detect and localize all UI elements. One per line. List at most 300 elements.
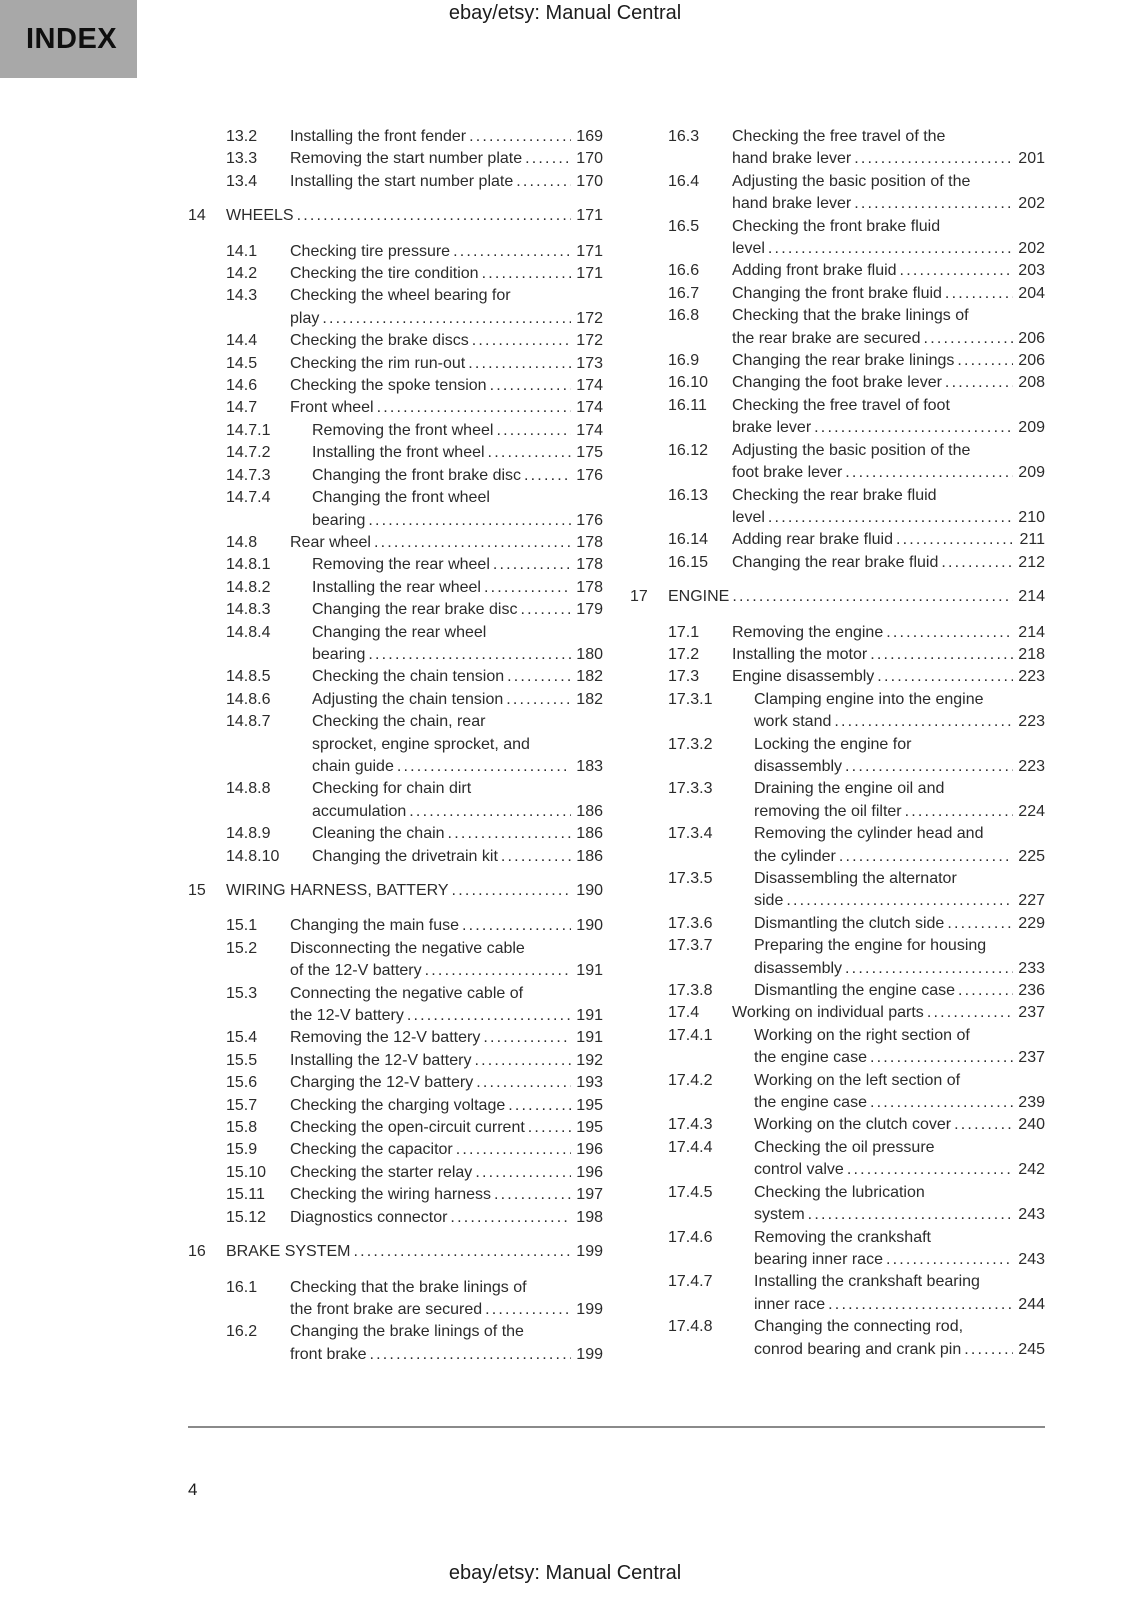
toc-entry-row bbox=[630, 305, 1045, 350]
toc-entry-page: 186 bbox=[576, 825, 603, 843]
toc-entry-title-line: Clamping engine into the engine bbox=[754, 690, 984, 708]
toc-entry-last-line bbox=[312, 510, 603, 532]
toc-entry-last-line bbox=[754, 756, 1045, 778]
toc-entry-page: 204 bbox=[1018, 284, 1045, 302]
toc-entry-title-line: Checking that the brake linings of bbox=[290, 1278, 527, 1296]
toc-entry-page: 172 bbox=[576, 309, 603, 327]
toc-entry-title-line: Changing the rear wheel bbox=[312, 623, 487, 641]
toc-entry-row bbox=[188, 171, 603, 193]
toc-entry-page: 178 bbox=[576, 556, 603, 574]
toc-leader-dots bbox=[476, 1072, 571, 1094]
toc-entry-page: 190 bbox=[576, 917, 603, 935]
toc-entry-page: 178 bbox=[576, 578, 603, 596]
toc-entry-number: 15.4 bbox=[226, 1029, 258, 1047]
toc-entry-body bbox=[290, 1184, 603, 1206]
toc-entry-body bbox=[754, 1137, 1045, 1182]
toc-entry-body bbox=[290, 330, 603, 352]
toc-entry-last-line bbox=[754, 1114, 1045, 1136]
toc-entry-last-line bbox=[732, 644, 1045, 666]
toc-entry-title-line: Changing the front brake fluid bbox=[732, 284, 942, 302]
toc-entry-row bbox=[630, 823, 1045, 868]
toc-leader-dots bbox=[958, 980, 1013, 1002]
toc-entry-body bbox=[312, 487, 603, 532]
toc-entry-page: 225 bbox=[1018, 847, 1045, 865]
toc-entry-row bbox=[630, 778, 1045, 823]
toc-entry-row bbox=[630, 350, 1045, 372]
toc-entry-number: 14.5 bbox=[226, 354, 258, 372]
toc-entry-title-line: Disassembling the alternator bbox=[754, 870, 957, 887]
toc-entry-last-line bbox=[732, 552, 1045, 574]
toc-entry-body bbox=[290, 1117, 603, 1139]
toc-entry-page: 218 bbox=[1018, 645, 1045, 663]
toc-entry-number: 16.9 bbox=[668, 352, 700, 370]
toc-entry-number: 17.3.2 bbox=[668, 735, 713, 753]
toc-entry-number: 16.6 bbox=[668, 262, 700, 280]
toc-entry-number: 16.14 bbox=[668, 531, 709, 549]
toc-entry-row bbox=[630, 689, 1045, 734]
toc-entry-row bbox=[188, 554, 603, 576]
toc-entry-body bbox=[312, 554, 603, 576]
toc-entry-last-line bbox=[290, 375, 603, 397]
toc-entry-last-line bbox=[290, 1117, 603, 1139]
toc-leader-dots bbox=[768, 238, 1013, 260]
toc-entry-title-line: side bbox=[754, 892, 784, 910]
toc-entry-title-line: Adding rear brake fluid bbox=[732, 531, 893, 549]
toc-entry-row bbox=[188, 778, 603, 823]
toc-entry-body bbox=[290, 983, 603, 1028]
toc-entry-page: 191 bbox=[576, 1029, 603, 1047]
toc-entry-page: 198 bbox=[576, 1208, 603, 1226]
toc-entry-page: 191 bbox=[576, 1007, 603, 1025]
toc-leader-dots bbox=[905, 801, 1014, 823]
toc-leader-dots bbox=[496, 420, 571, 442]
toc-entry-number: 17.4.6 bbox=[668, 1228, 713, 1246]
toc-entry-row bbox=[188, 599, 603, 621]
toc-leader-dots bbox=[870, 644, 1013, 666]
toc-entry-title-line: front brake bbox=[290, 1345, 367, 1363]
toc-entry-body bbox=[312, 778, 603, 823]
toc-entry-page: 174 bbox=[576, 377, 603, 395]
toc-entry-number: 17.3.6 bbox=[668, 914, 713, 932]
toc-leader-dots bbox=[468, 353, 571, 375]
toc-entry-number: 14.7.1 bbox=[226, 421, 271, 439]
toc-entry-body bbox=[226, 205, 603, 227]
toc-entry-last-line bbox=[732, 1002, 1045, 1024]
toc-entry-row bbox=[630, 485, 1045, 530]
toc-entry-row bbox=[630, 283, 1045, 305]
toc-entry-page: 176 bbox=[576, 511, 603, 529]
toc-entry-title-line: Installing the start number plate bbox=[290, 172, 514, 190]
toc-entry-title-line: Installing the front fender bbox=[290, 128, 467, 145]
toc-entry-row bbox=[630, 1316, 1045, 1361]
toc-leader-dots bbox=[941, 552, 1013, 574]
toc-entry-page: 223 bbox=[1018, 713, 1045, 731]
toc-entry-body bbox=[754, 1182, 1045, 1227]
toc-leader-dots bbox=[847, 1159, 1013, 1181]
toc-leader-dots bbox=[896, 529, 1015, 551]
toc-leader-dots bbox=[425, 960, 572, 982]
toc-leader-dots bbox=[409, 801, 571, 823]
toc-entry-body bbox=[754, 734, 1045, 779]
toc-entry-row bbox=[630, 622, 1045, 644]
toc-entry-last-line bbox=[754, 801, 1045, 823]
toc-entry-last-line bbox=[290, 1005, 603, 1027]
toc-entry-row bbox=[630, 644, 1045, 666]
toc-entry-page: 178 bbox=[576, 533, 603, 551]
toc-entry-last-line bbox=[754, 1047, 1045, 1069]
toc-leader-dots bbox=[947, 913, 1013, 935]
toc-entry-last-line bbox=[226, 205, 603, 227]
toc-entry-page: 201 bbox=[1018, 150, 1045, 168]
toc-entry-last-line bbox=[312, 823, 603, 845]
toc-leader-dots bbox=[485, 1299, 571, 1321]
toc-entry-page: 214 bbox=[1018, 588, 1045, 606]
toc-entry-number: 14.8.1 bbox=[226, 556, 271, 574]
index-tab-box bbox=[0, 0, 137, 78]
toc-entry-last-line bbox=[312, 554, 603, 576]
toc-entry-page: 195 bbox=[576, 1119, 603, 1137]
toc-entry-last-line bbox=[732, 328, 1045, 350]
toc-entry-title-line: Checking the chain tension bbox=[312, 668, 505, 686]
toc-entry-title-line: Checking the chain, rear bbox=[312, 713, 486, 731]
toc-entry-page: 192 bbox=[576, 1051, 603, 1069]
toc-entry-row bbox=[630, 216, 1045, 261]
toc-entry-title-line: WHEELS bbox=[226, 207, 294, 225]
toc-leader-dots bbox=[453, 241, 571, 263]
toc-leader-dots bbox=[945, 372, 1013, 394]
toc-entry-last-line bbox=[732, 350, 1045, 372]
toc-entry-page: 243 bbox=[1018, 1206, 1045, 1224]
toc-entry-last-line bbox=[290, 241, 603, 263]
toc-entry-number: 16.12 bbox=[668, 441, 709, 459]
toc-entry-number: 17.4.2 bbox=[668, 1071, 713, 1089]
toc-entry-row bbox=[630, 868, 1045, 913]
toc-entry-title-line: Checking that the brake linings of bbox=[732, 307, 969, 325]
toc-entry-title-line: Working on individual parts bbox=[732, 1004, 924, 1022]
toc-entry-page: 239 bbox=[1018, 1094, 1045, 1112]
toc-entry-row bbox=[188, 577, 603, 599]
toc-entry-body bbox=[312, 577, 603, 599]
toc-entry-row bbox=[630, 734, 1045, 779]
toc-entry-last-line bbox=[754, 1294, 1045, 1316]
toc-entry-body bbox=[290, 1277, 603, 1322]
toc-entry-body bbox=[312, 689, 603, 711]
toc-entry-last-line bbox=[732, 529, 1045, 551]
toc-entry-page: 182 bbox=[576, 668, 603, 686]
toc-leader-dots bbox=[297, 205, 572, 227]
toc-entry-last-line bbox=[732, 260, 1045, 282]
toc-entry-page: 183 bbox=[576, 757, 603, 775]
toc-entry-title-line: Removing the rear wheel bbox=[312, 556, 490, 574]
toc-entry-title-line: chain guide bbox=[312, 757, 394, 775]
toc-entry-number: 17.3.4 bbox=[668, 825, 713, 843]
toc-entry-title-line: the engine case bbox=[754, 1049, 867, 1067]
toc-entry-title-line: Removing the crankshaft bbox=[754, 1228, 931, 1246]
toc-leader-dots bbox=[368, 644, 571, 666]
toc-entry-title-line: Working on the left section of bbox=[754, 1071, 961, 1089]
toc-entry-title-line: of the 12-V battery bbox=[290, 962, 422, 980]
toc-leader-dots bbox=[786, 890, 1013, 912]
toc-entry-last-line bbox=[312, 420, 603, 442]
toc-entry-title-line: Checking the front brake fluid bbox=[732, 217, 941, 235]
toc-entry-last-line bbox=[290, 397, 603, 419]
toc-entry-page: 227 bbox=[1018, 892, 1045, 910]
toc-section-row bbox=[188, 880, 603, 902]
toc-entry-last-line bbox=[290, 1299, 603, 1321]
toc-entry-last-line bbox=[732, 372, 1045, 394]
toc-entry-title-line: Adding front brake fluid bbox=[732, 262, 897, 280]
toc-leader-dots bbox=[924, 328, 1014, 350]
toc-entry-page: 182 bbox=[576, 690, 603, 708]
toc-leader-dots bbox=[828, 1294, 1013, 1316]
toc-entry-title-line: Dismantling the clutch side bbox=[754, 914, 945, 932]
toc-entry-title-line: Adjusting the basic position of the bbox=[732, 441, 971, 459]
toc-leader-dots bbox=[397, 756, 571, 778]
toc-entry-number: 16.8 bbox=[668, 307, 700, 325]
toc-entry-body bbox=[732, 283, 1045, 305]
toc-entry-last-line bbox=[668, 586, 1045, 608]
toc-entry-row bbox=[188, 1321, 603, 1366]
toc-entry-body bbox=[290, 1027, 603, 1049]
toc-entry-row bbox=[630, 260, 1045, 282]
toc-entry-last-line bbox=[754, 1092, 1045, 1114]
toc-entry-body bbox=[312, 823, 603, 845]
toc-entry-title-line: Checking for chain dirt bbox=[312, 780, 472, 798]
toc-leader-dots bbox=[508, 1095, 571, 1117]
toc-entry-last-line bbox=[754, 1249, 1045, 1271]
toc-entry-page: 223 bbox=[1018, 757, 1045, 775]
toc-entry-page: 208 bbox=[1018, 374, 1045, 392]
toc-entry-page: 212 bbox=[1018, 553, 1045, 571]
toc-entry-last-line bbox=[290, 532, 603, 554]
footer-divider bbox=[188, 1426, 1045, 1428]
toc-entry-body bbox=[754, 1025, 1045, 1070]
toc-entry-body bbox=[732, 485, 1045, 530]
toc-entry-body bbox=[290, 532, 603, 554]
toc-entry-last-line bbox=[226, 1241, 603, 1263]
toc-leader-dots bbox=[945, 283, 1013, 305]
toc-leader-dots bbox=[469, 126, 571, 148]
toc-entry-last-line bbox=[290, 171, 603, 193]
toc-leader-dots bbox=[886, 1249, 1013, 1271]
toc-entry-row bbox=[630, 372, 1045, 394]
toc-entry-number: 15.8 bbox=[226, 1119, 258, 1137]
toc-entry-title-line: the engine case bbox=[754, 1094, 867, 1112]
toc-entry-title-line: bearing bbox=[312, 511, 366, 529]
toc-entry-row bbox=[630, 126, 1045, 171]
toc-entry-last-line bbox=[732, 283, 1045, 305]
toc-entry-body bbox=[754, 1114, 1045, 1136]
toc-entry-number: 16.2 bbox=[226, 1323, 258, 1341]
toc-entry-row bbox=[188, 397, 603, 419]
toc-entry-number: 17.3.3 bbox=[668, 780, 713, 798]
toc-entry-title-line: Locking the engine for bbox=[754, 735, 912, 753]
toc-entry-row bbox=[188, 1050, 603, 1072]
toc-entry-body bbox=[290, 263, 603, 285]
toc-leader-dots bbox=[483, 1027, 571, 1049]
toc-entry-last-line bbox=[312, 577, 603, 599]
toc-entry-page: 170 bbox=[576, 172, 603, 190]
toc-entry-number: 16.13 bbox=[668, 486, 709, 504]
toc-entry-body bbox=[290, 171, 603, 193]
toc-entry-body bbox=[226, 880, 603, 902]
toc-entry-number: 14.8.6 bbox=[226, 690, 271, 708]
toc-entry-body bbox=[732, 350, 1045, 372]
toc-entry-last-line bbox=[312, 666, 603, 688]
toc-entry-title-line: Checking the free travel of foot bbox=[732, 396, 950, 414]
toc-entry-row bbox=[630, 1025, 1045, 1070]
toc-entry-title-line: level bbox=[732, 508, 765, 526]
toc-entry-page: 171 bbox=[576, 207, 603, 225]
toc-entry-row bbox=[630, 666, 1045, 688]
toc-entry-title-line: the front brake are secured bbox=[290, 1300, 483, 1318]
toc-leader-dots bbox=[964, 1339, 1013, 1361]
toc-entry-title-line: Working on the clutch cover bbox=[754, 1116, 952, 1134]
toc-entry-number: 15.12 bbox=[226, 1208, 267, 1226]
toc-entry-page: 195 bbox=[576, 1096, 603, 1114]
toc-entry-last-line bbox=[754, 1339, 1045, 1361]
toc-entry-row bbox=[188, 285, 603, 330]
toc-entry-title-line: Removing the engine bbox=[732, 623, 884, 641]
toc-entry-body bbox=[754, 913, 1045, 935]
toc-entry-last-line bbox=[732, 417, 1045, 439]
toc-entry-number: 17 bbox=[630, 588, 648, 606]
toc-entry-page: 199 bbox=[576, 1300, 603, 1318]
toc-entry-number: 15.2 bbox=[226, 939, 258, 957]
toc-entry-title-line: Checking the wiring harness bbox=[290, 1186, 491, 1204]
page-number: 4 bbox=[188, 1480, 198, 1499]
toc-leader-dots bbox=[870, 1092, 1013, 1114]
toc-entry-title-line: bearing inner race bbox=[754, 1250, 883, 1268]
toc-entry-page: 203 bbox=[1018, 262, 1045, 280]
toc-entry-page: 245 bbox=[1018, 1340, 1045, 1358]
toc-leader-dots bbox=[377, 397, 572, 419]
toc-entry-number: 14.8.7 bbox=[226, 713, 271, 731]
toc-entry-number: 17.4.4 bbox=[668, 1138, 713, 1156]
toc-entry-row bbox=[188, 915, 603, 937]
toc-entry-title-line: Removing the 12-V battery bbox=[290, 1029, 481, 1047]
toc-entry-page: 223 bbox=[1018, 668, 1045, 686]
toc-entry-title-line: Checking the capacitor bbox=[290, 1141, 453, 1159]
toc-entry-title-line: Checking the spoke tension bbox=[290, 377, 487, 395]
toc-entry-title-line: work stand bbox=[754, 713, 832, 731]
toc-entry-row bbox=[188, 420, 603, 442]
toc-leader-dots bbox=[768, 507, 1013, 529]
toc-entry-body bbox=[732, 126, 1045, 171]
toc-entry-body bbox=[290, 375, 603, 397]
toc-entry-number: 15.1 bbox=[226, 917, 258, 935]
toc-entry-row bbox=[630, 552, 1045, 574]
toc-leader-dots bbox=[957, 350, 1013, 372]
toc-leader-dots bbox=[407, 1005, 571, 1027]
toc-entry-last-line bbox=[290, 126, 603, 148]
toc-entry-page: 236 bbox=[1018, 982, 1045, 1000]
toc-entry-number: 17.4.8 bbox=[668, 1318, 713, 1336]
toc-entry-title-line: Disconnecting the negative cable bbox=[290, 939, 525, 957]
toc-entry-row bbox=[630, 980, 1045, 1002]
toc-entry-title-line: Checking the rim run-out bbox=[290, 354, 466, 372]
toc-entry-body bbox=[732, 552, 1045, 574]
toc-entry-body bbox=[732, 372, 1045, 394]
toc-leader-dots bbox=[488, 442, 572, 464]
toc-entry-title-line: Changing the rear brake fluid bbox=[732, 553, 939, 571]
toc-entry-row bbox=[188, 846, 603, 868]
toc-entry-last-line bbox=[290, 353, 603, 375]
toc-entry-last-line bbox=[290, 1095, 603, 1117]
toc-entry-title-line: Engine disassembly bbox=[732, 668, 875, 686]
toc-entry-row bbox=[188, 353, 603, 375]
toc-leader-dots bbox=[525, 148, 571, 170]
toc-entry-number: 15.3 bbox=[226, 984, 258, 1002]
toc-entry-last-line bbox=[290, 1344, 603, 1366]
toc-entry-row bbox=[188, 1072, 603, 1094]
toc-entry-body bbox=[312, 442, 603, 464]
toc-entry-body bbox=[312, 846, 603, 868]
toc-entry-title-line: Changing the brake linings of the bbox=[290, 1323, 524, 1341]
toc-entry-title-line: Connecting the negative cable of bbox=[290, 984, 524, 1002]
toc-leader-dots bbox=[516, 171, 571, 193]
toc-entry-title-line: Changing the foot brake lever bbox=[732, 374, 942, 392]
toc-entry-body bbox=[732, 622, 1045, 644]
toc-leader-dots bbox=[528, 1117, 572, 1139]
toc-entry-body bbox=[754, 1227, 1045, 1272]
toc-entry-title-line: disassembly bbox=[754, 757, 843, 775]
toc-entry-number: 17.3.1 bbox=[668, 690, 713, 708]
toc-entry-page: 173 bbox=[576, 354, 603, 372]
toc-entry-number: 16.5 bbox=[668, 217, 700, 235]
toc-entry-title-line: disassembly bbox=[754, 959, 843, 977]
toc-entry-body bbox=[290, 1321, 603, 1366]
toc-section-row bbox=[188, 1241, 603, 1263]
toc-entry-number: 14.8.8 bbox=[226, 780, 271, 798]
toc-leader-dots bbox=[524, 465, 571, 487]
toc-entry-last-line bbox=[290, 148, 603, 170]
toc-entry-last-line bbox=[732, 507, 1045, 529]
toc-entry-row bbox=[630, 171, 1045, 216]
toc-entry-title-line: Rear wheel bbox=[290, 533, 371, 551]
toc-entry-last-line bbox=[290, 263, 603, 285]
toc-entry-title-line: Removing the cylinder head and bbox=[754, 825, 984, 843]
toc-entry-page: 199 bbox=[576, 1345, 603, 1363]
toc-entry-last-line bbox=[290, 960, 603, 982]
toc-entry-last-line bbox=[312, 801, 603, 823]
toc-entry-row bbox=[630, 1227, 1045, 1272]
toc-entry-body bbox=[290, 1207, 603, 1229]
toc-entry-last-line bbox=[732, 193, 1045, 215]
toc-entry-row bbox=[188, 938, 603, 983]
toc-leader-dots bbox=[839, 846, 1013, 868]
toc-entry-number: 15.7 bbox=[226, 1096, 258, 1114]
toc-entry-title-line: Checking the open-circuit current bbox=[290, 1119, 525, 1137]
toc-entry-page: 244 bbox=[1018, 1295, 1045, 1313]
toc-entry-title-line: Changing the connecting rod, bbox=[754, 1318, 964, 1336]
toc-entry-number: 14.7 bbox=[226, 399, 258, 417]
toc-entry-number: 16.10 bbox=[668, 374, 709, 392]
toc-entry-title-line: Adjusting the chain tension bbox=[312, 690, 504, 708]
toc-leader-dots bbox=[886, 622, 1013, 644]
toc-entry-title-line: Charging the 12-V battery bbox=[290, 1074, 474, 1092]
toc-entry-last-line bbox=[290, 1207, 603, 1229]
toc-entry-last-line bbox=[290, 1072, 603, 1094]
toc-entry-number: 15.10 bbox=[226, 1163, 267, 1181]
toc-entry-body bbox=[290, 1072, 603, 1094]
toc-entry-number: 14.8.9 bbox=[226, 825, 271, 843]
toc-entry-title-line: system bbox=[754, 1206, 805, 1224]
toc-entry-body bbox=[754, 868, 1045, 913]
toc-entry-number: 14.8 bbox=[226, 533, 258, 551]
toc-entry-title-line: Removing the start number plate bbox=[290, 150, 523, 168]
toc-entry-body bbox=[754, 778, 1045, 823]
